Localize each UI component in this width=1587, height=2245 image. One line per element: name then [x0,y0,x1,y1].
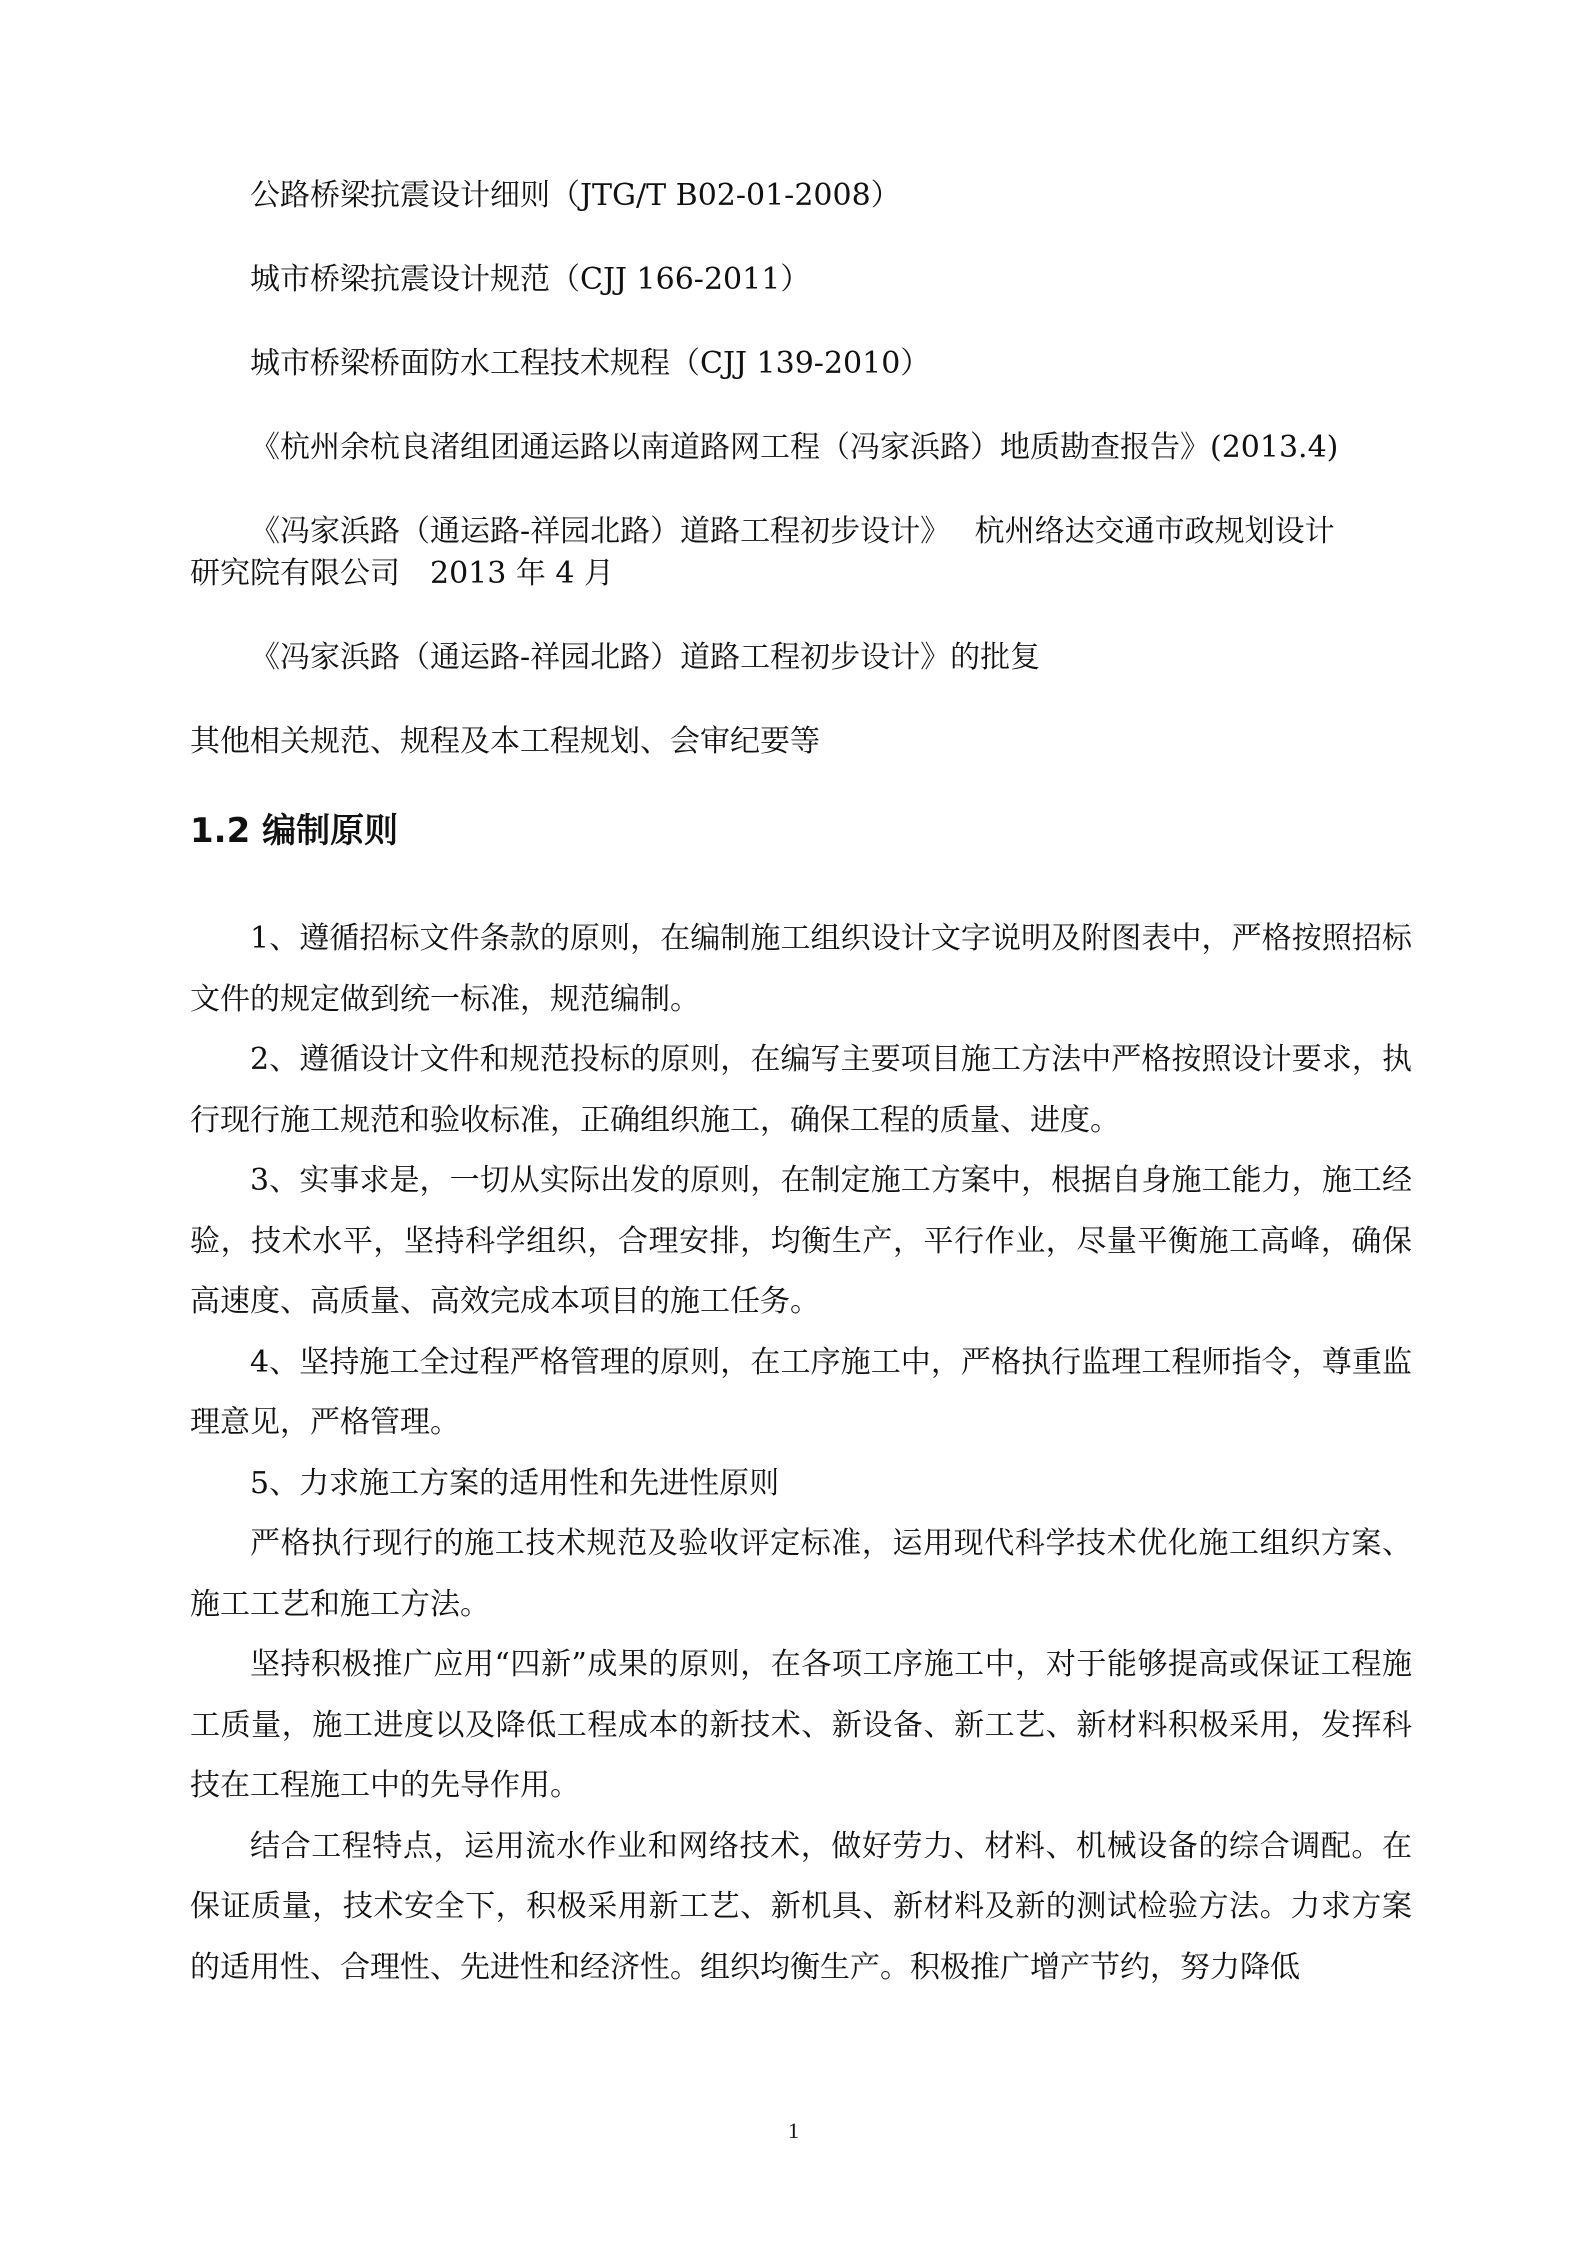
reference-geological-report: 《杭州余杭良渚组团通运路以南道路网工程（冯家浜路）地质勘查报告》(2013.4) [250,430,1339,465]
principle-paragraph-8: 结合工程特点，运用流水作业和网络技术，做好劳力、材料、机械设备的综合调配。在保证质量，技术安全下，积极采用新工艺、新机具、新材料及新的测试检验方法。力求方案的适用性、合理性、先进性和经济性。组织均衡生产。积极推广增产节约，努力降低 [190,1828,1412,1985]
reference-bridge-deck-waterproofing: 城市桥梁桥面防水工程技术规程（CJJ 139-2010） [250,346,931,381]
reference-seismic-urban-bridges: 城市桥梁抗震设计规范（CJJ 166-2011） [250,262,811,297]
principle-paragraph-6: 严格执行现行的施工技术规范及验收评定标准，运用现代科学技术优化施工组织方案、施工工艺和施工方法。 [190,1526,1412,1622]
reference-preliminary-design-line2: 研究院有限公司 2013 年 4 月 [190,556,615,591]
principle-paragraph-4: 4、坚持施工全过程严格管理的原则，在工序施工中，严格执行监理工程师指令，尊重监理意见，严格管理。 [190,1344,1412,1440]
reference-preliminary-design-line1: 《冯家浜路（通运路-祥园北路）道路工程初步设计》 杭州络达交通市政规划设计 [250,514,1335,549]
page-content [190,175,1412,1998]
principle-paragraph-2: 2、遵循设计文件和规范投标的原则，在编写主要项目施工方法中严格按照设计要求，执行现行施工规范和验收标准，正确组织施工，确保工程的质量、进度。 [190,1042,1412,1138]
principle-paragraph-1: 1、遵循招标文件条款的原则，在编制施工组织设计文字说明及附图表中，严格按照招标文件的规定做到统一标准，规范编制。 [190,921,1412,1017]
page-number: 1 [788,2118,799,2143]
reference-seismic-highway-bridges: 公路桥梁抗震设计细则（JTG/T B02-01-2008） [250,178,901,213]
section-heading: 1.2 编制原则 [190,811,399,851]
principle-paragraph-5: 5、力求施工方案的适用性和先进性原则 [250,1465,780,1501]
reference-design-approval: 《冯家浜路（通运路-祥园北路）道路工程初步设计》的批复 [250,640,1041,675]
principle-paragraph-3: 3、实事求是，一切从实际出发的原则，在制定施工方案中，根据自身施工能力，施工经验，技术水平，坚持科学组织，合理安排，均衡生产，平行作业，尽量平衡施工高峰，确保高速度、高质量、高效完成本项目的施工任务。 [190,1163,1412,1319]
reference-other: 其他相关规范、规程及本工程规划、会审纪要等 [190,724,820,759]
principle-paragraph-7: 坚持积极推广应用“四新”成果的原则，在各项工序施工中，对于能够提高或保证工程施工质量，施工进度以及降低工程成本的新技术、新设备、新工艺、新材料积极采用，发挥科技在工程施工中的先导作用。 [190,1647,1412,1803]
